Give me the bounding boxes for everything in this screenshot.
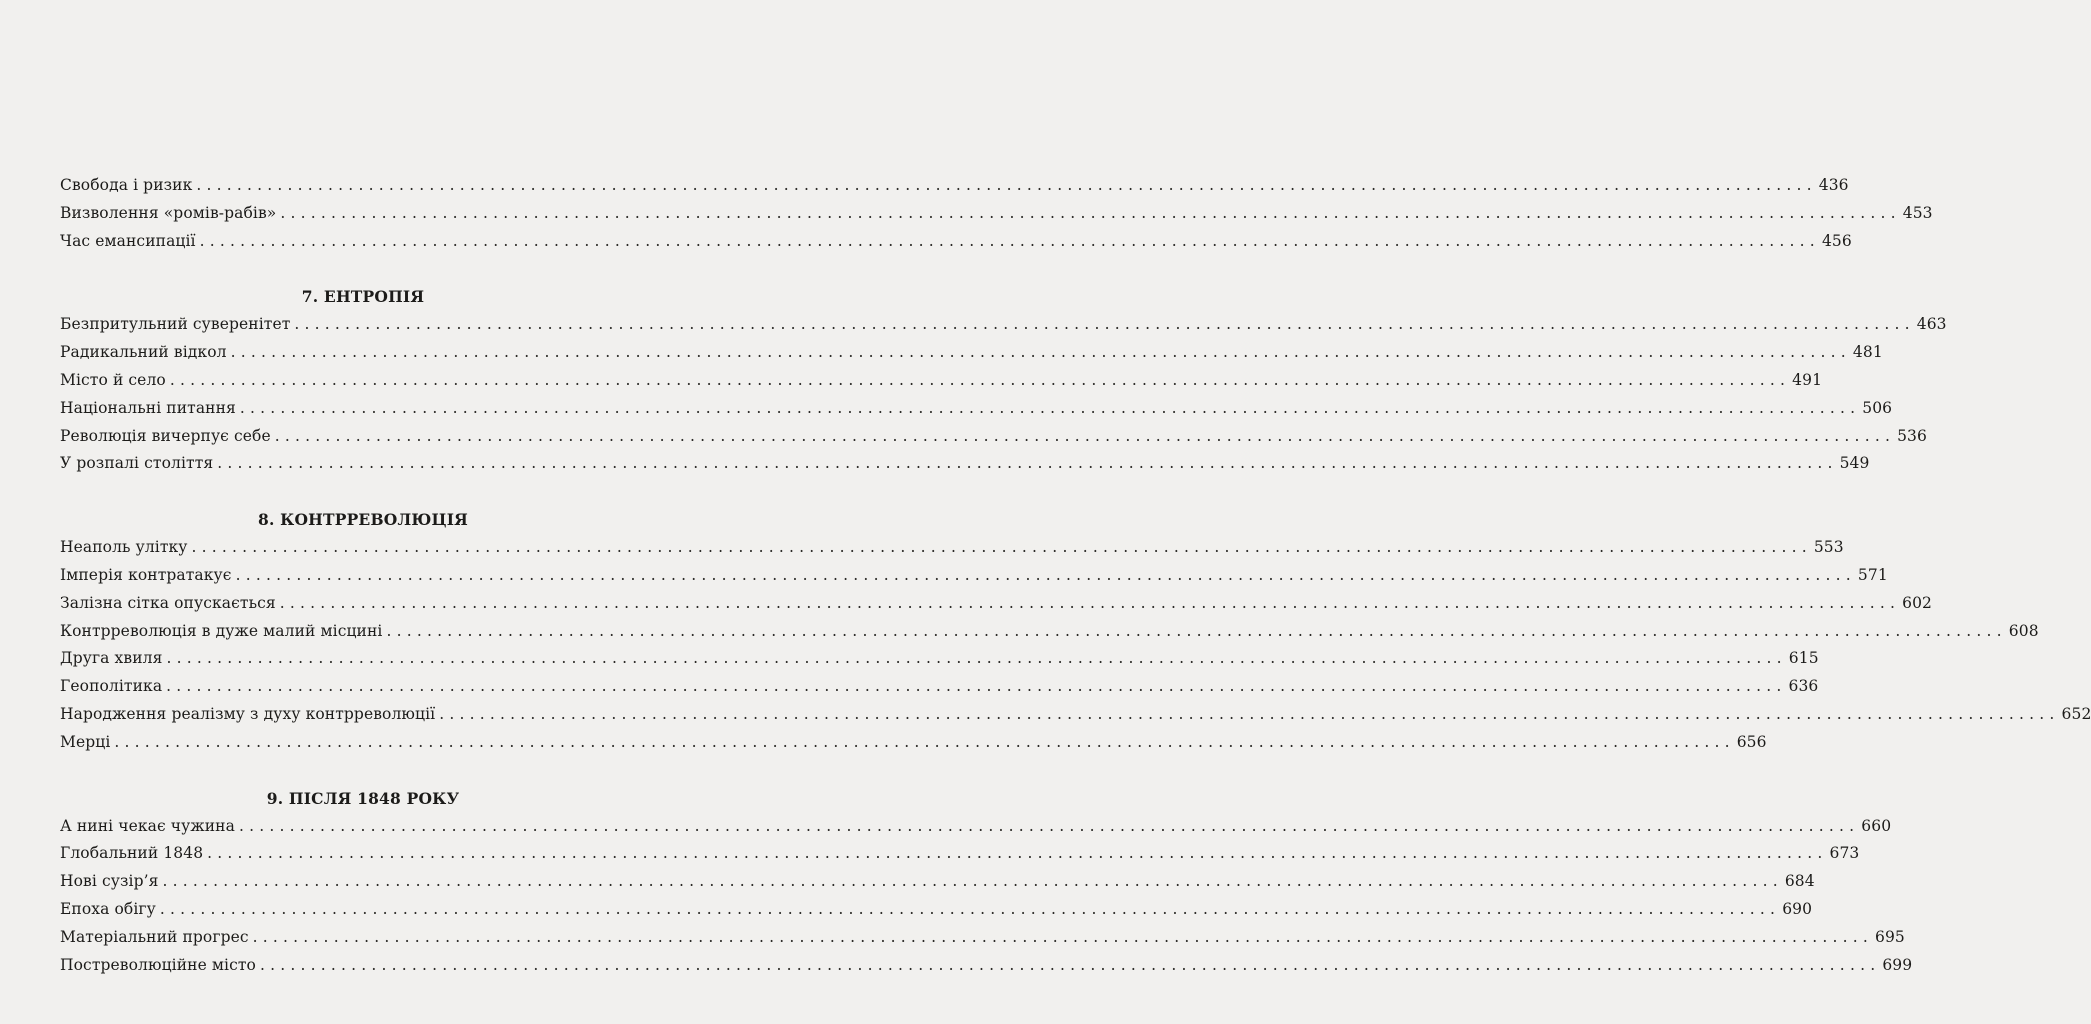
toc-chapter-8 (60, 506, 2091, 756)
toc-entry-title: Геополітика (60, 677, 163, 696)
toc-entry (60, 924, 1905, 952)
toc-entry-title: У розпалі століття (60, 454, 214, 473)
toc-entry-page: 436 (1818, 176, 1849, 194)
toc-entry (60, 673, 1819, 701)
chapter-heading: 8. КОНТРРЕВОЛЮЦІЯ (257, 510, 469, 530)
dot-leader: ................................................................................................................................................................ (260, 955, 1881, 974)
chapter-heading: 9. ПІСЛЯ 1848 РОКУ (266, 788, 460, 808)
toc-entry-page: 453 (1902, 203, 1933, 222)
toc-entry-page: 553 (1813, 538, 1844, 557)
toc-entry (60, 450, 1870, 478)
toc-entry-page: 602 (1902, 593, 1932, 612)
toc-entry-title: Свобода і ризик (60, 176, 193, 194)
toc-entry-title: Визволення «ромів-рабів» (60, 203, 277, 222)
toc-entry-page: 615 (1788, 649, 1819, 668)
toc-entry-title: Безпритульний суверенітет (60, 315, 291, 334)
toc-entry (60, 896, 1813, 924)
toc-entry-title: Контрреволюція в дуже малий місцині (60, 621, 383, 640)
toc-entry (60, 952, 1913, 980)
toc-entry-page: 608 (2008, 621, 2039, 640)
toc-entry (60, 311, 1947, 339)
toc-entry (60, 813, 1892, 841)
toc-entry (60, 200, 1933, 228)
toc-entry-title: Радикальний відкол (60, 343, 227, 362)
toc-entry (60, 840, 1860, 868)
toc-entry-page: 491 (1792, 370, 1823, 389)
toc-entry-page: 481 (1852, 343, 1883, 362)
toc-entry-page: 673 (1829, 844, 1860, 863)
toc-entry-title: Революція вичерпує себе (60, 426, 271, 445)
toc-chapter-7 (60, 283, 1947, 478)
toc-entry-title: Імперія контратакує (60, 565, 232, 584)
toc-entry-title: Народження реалізму з духу контрреволюції (60, 704, 436, 723)
toc-entry-title: Епоха обігу (60, 899, 156, 918)
toc-entry-title: Нові сузір’я (60, 872, 159, 891)
toc-entry-page: 690 (1782, 899, 1813, 918)
toc-entry (60, 339, 1883, 367)
toc-section-intro (60, 172, 1933, 255)
toc-entry-title: Глобальний 1848 (60, 844, 204, 863)
toc-entry-page: 684 (1784, 872, 1815, 891)
toc-entry-title: Залізна сітка опускається (60, 593, 276, 612)
toc-entry-title: Неаполь улітку (60, 538, 188, 557)
dot-leader: ................................................................................................................................................................ (230, 343, 1851, 362)
toc-entry-page: 660 (1861, 816, 1892, 835)
toc-entry-page: 456 (1821, 231, 1852, 250)
toc-entry-page: 636 (1788, 677, 1819, 696)
dot-leader: ................................................................................................................................................................ (114, 732, 1735, 751)
toc-entry (60, 590, 1932, 618)
dot-leader: ................................................................................................................................................................ (239, 398, 1861, 417)
dot-leader: ................................................................................................................................................................ (386, 621, 2007, 640)
toc-entry-title: Місто й село (60, 370, 166, 389)
dot-leader: ................................................................................................................................................................ (439, 704, 2060, 723)
dot-leader: ................................................................................................................................................................ (252, 927, 1873, 946)
dot-leader: ................................................................................................................................................................ (196, 176, 1817, 194)
toc-entry (60, 228, 1852, 256)
toc-entry (60, 868, 1815, 896)
dot-leader: ................................................................................................................................................................ (217, 454, 1838, 473)
toc-entry (60, 645, 1819, 673)
toc-entry (60, 172, 1849, 200)
toc-entry-page: 506 (1862, 398, 1893, 417)
chapter-heading: 7. ЕНТРОПІЯ (301, 287, 425, 307)
toc-entry (60, 395, 1893, 423)
toc-entry-page: 549 (1839, 454, 1870, 473)
dot-leader: ................................................................................................................................................................ (159, 899, 1781, 918)
toc-chapter-9 (60, 785, 1913, 980)
toc-entry-title: Мерці (60, 732, 111, 751)
toc-entry-title: Постреволюційне місто (60, 955, 256, 974)
dot-leader: ................................................................................................................................................................ (191, 538, 1812, 557)
dot-leader: ................................................................................................................................................................ (235, 565, 1856, 584)
toc-entry-title: Друга хвиля (60, 649, 163, 668)
toc-entry-page: 571 (1857, 565, 1888, 584)
toc-entry-page: 463 (1916, 315, 1947, 334)
toc-entry-title: Час емансипації (60, 231, 196, 250)
dot-leader: ................................................................................................................................................................ (279, 593, 1901, 612)
toc-entry (60, 618, 2039, 646)
toc-entry (60, 729, 1767, 757)
dot-leader: ................................................................................................................................................................ (166, 677, 1787, 696)
toc-entry-page: 656 (1736, 732, 1767, 751)
toc-entry (60, 423, 1927, 451)
dot-leader: ................................................................................................................................................................ (169, 370, 1791, 389)
dot-leader: ................................................................................................................................................................ (207, 844, 1828, 863)
dot-leader: ................................................................................................................................................................ (294, 315, 1915, 334)
toc-entry-page: 652 (2061, 704, 2091, 723)
toc-entry-title: Національні питання (60, 398, 236, 417)
toc-entry-page: 695 (1875, 927, 1905, 946)
dot-leader: ................................................................................................................................................................ (280, 203, 1901, 222)
dot-leader: ................................................................................................................................................................ (274, 426, 1896, 445)
table-of-contents (60, 172, 2091, 979)
toc-entry-title: Матеріальний прогрес (60, 927, 249, 946)
toc-entry (60, 367, 1823, 395)
toc-entry-page: 536 (1897, 426, 1927, 445)
dot-leader: ................................................................................................................................................................ (166, 649, 1787, 668)
dot-leader: ................................................................................................................................................................ (238, 816, 1860, 835)
toc-entry-page: 699 (1882, 955, 1913, 974)
dot-leader: ................................................................................................................................................................ (199, 231, 1820, 250)
dot-leader: ................................................................................................................................................................ (162, 872, 1783, 891)
toc-entry-title: А нині чекає чужина (60, 816, 235, 835)
toc-entry (60, 701, 2091, 729)
toc-entry (60, 562, 1888, 590)
toc-entry (60, 534, 1844, 562)
